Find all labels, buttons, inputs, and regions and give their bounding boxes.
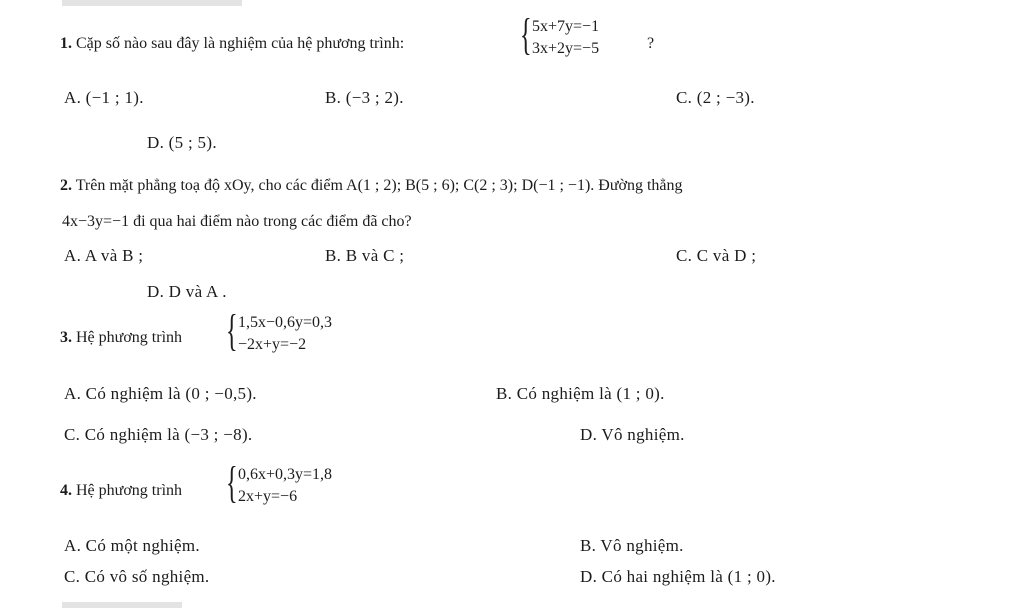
question-3 — [60, 328, 182, 348]
question-4 — [60, 481, 182, 501]
equation-2: 2x+y=−6 — [238, 488, 298, 505]
option-1a[interactable]: A. (−1 ; 1). — [64, 88, 144, 107]
option-4c[interactable]: C. Có vô số nghiệm. — [64, 567, 210, 586]
question-2-text-line1: Trên mặt phẳng toạ độ xOy, cho các điểm A(1 ; 2); B(5 ; 6); C(2 ; 3); D(−1 ; −1). Đường thẳng — [75, 177, 683, 194]
system-brace: { — [226, 306, 238, 355]
equation-1: 0,6x+0,3y=1,8 — [238, 466, 333, 483]
question-1-system — [520, 10, 660, 61]
option-1b[interactable]: B. (−3 ; 2). — [325, 88, 404, 107]
question-3-system — [226, 306, 396, 357]
option-2b[interactable]: B. B và C ; — [325, 246, 405, 265]
question-1 — [60, 34, 404, 54]
system-brace: { — [226, 458, 238, 507]
option-2c[interactable]: C. C và D ; — [676, 246, 757, 265]
question-2-number: 2. — [60, 177, 72, 194]
option-2d[interactable]: D. D và A . — [147, 282, 227, 301]
option-1d[interactable]: D. (5 ; 5). — [147, 133, 217, 152]
question-4-text: Hệ phương trình — [76, 482, 183, 499]
system-brace: { — [520, 10, 532, 59]
question-2 — [60, 176, 683, 196]
option-3d[interactable]: D. Vô nghiệm. — [580, 425, 685, 444]
equation-1: 5x+7y=−1 — [532, 18, 600, 35]
question-1-number: 1. — [60, 35, 72, 52]
clipped-top-line — [62, 0, 242, 6]
clipped-bottom-line — [62, 602, 182, 608]
question-2-text-line2: 4x−3y=−1 đi qua hai điểm nào trong các điểm đã cho? — [62, 213, 412, 230]
option-1c[interactable]: C. (2 ; −3). — [676, 88, 755, 107]
equation-2: −2x+y=−2 — [238, 336, 307, 353]
option-3b[interactable]: B. Có nghiệm là (1 ; 0). — [496, 384, 665, 403]
option-2a[interactable]: A. A và B ; — [64, 246, 144, 265]
question-1-text: Cặp số nào sau đây là nghiệm của hệ phương trình: — [76, 35, 405, 52]
equation-2: 3x+2y=−5 — [532, 40, 600, 57]
option-3c[interactable]: C. Có nghiệm là (−3 ; −8). — [64, 425, 253, 444]
question-4-number: 4. — [60, 482, 72, 499]
question-4-system — [226, 458, 396, 509]
option-4a[interactable]: A. Có một nghiệm. — [64, 536, 200, 555]
option-4b[interactable]: B. Vô nghiệm. — [580, 536, 684, 555]
question-3-text: Hệ phương trình — [76, 329, 183, 346]
question-1-end: ? — [647, 35, 655, 52]
question-3-number: 3. — [60, 329, 72, 346]
option-3a[interactable]: A. Có nghiệm là (0 ; −0,5). — [64, 384, 257, 403]
option-4d[interactable]: D. Có hai nghiệm là (1 ; 0). — [580, 567, 776, 586]
equation-1: 1,5x−0,6y=0,3 — [238, 314, 333, 331]
